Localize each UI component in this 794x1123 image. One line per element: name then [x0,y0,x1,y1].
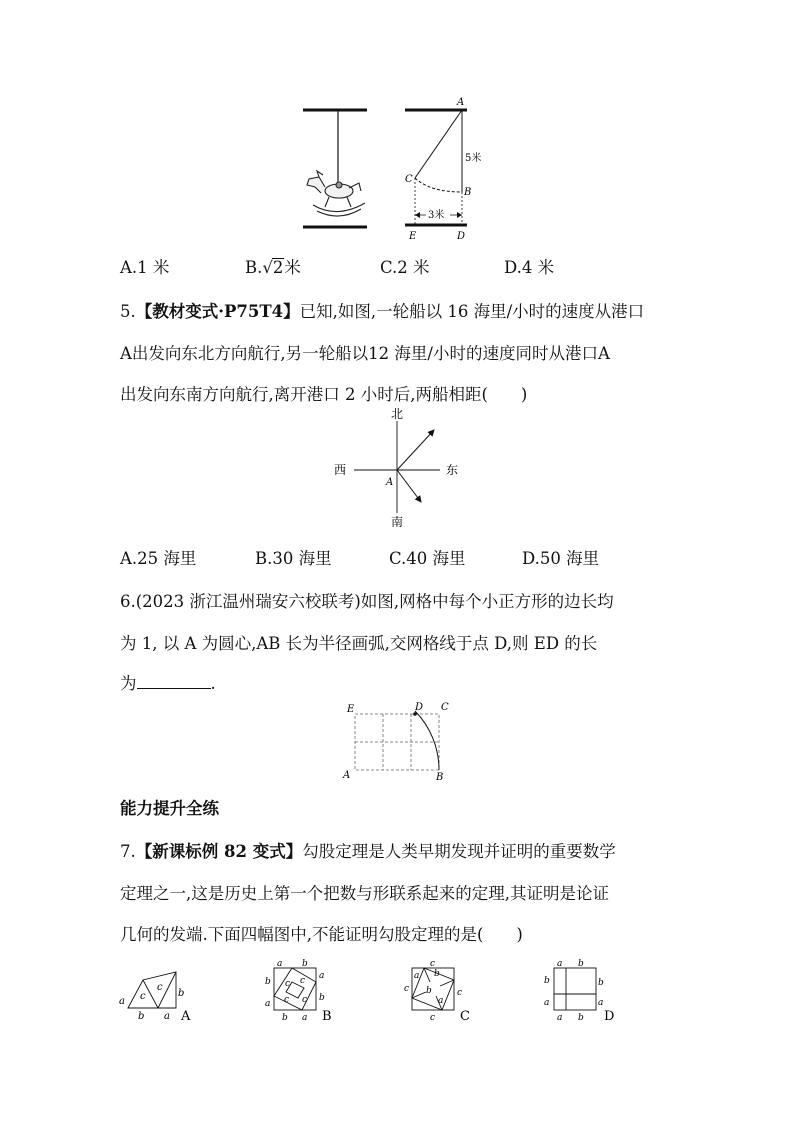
label-D: D [457,231,466,242]
side-a: a [557,1013,563,1023]
label-C: C [441,702,449,713]
sqrt-radicand: 2 [272,258,284,277]
q7-tag: 【新课标例 82 变式】 [135,842,303,861]
side-a: a [265,999,271,1009]
section-title: 能力提升全练 [120,799,219,818]
label-C: C [405,174,413,185]
label-5m: 5米 [465,153,482,164]
side-c: c [300,976,306,986]
figure-label-b: B [322,1009,332,1024]
label-east: 东 [446,463,459,477]
side-a: a [438,996,444,1006]
side-b: b [578,959,584,969]
side-a: a [164,1011,170,1022]
side-a: a [319,971,325,981]
side-b: b [598,978,604,988]
label-A: A [343,770,351,781]
q5-option-d[interactable]: D.50 海里 [522,549,600,568]
side-b: b [138,1011,145,1022]
segment-AC [415,110,462,178]
side-c: c [430,959,436,969]
label-north: 北 [391,407,404,421]
q7-figure-c[interactable] [402,958,478,1024]
side-c: c [430,1013,436,1023]
side-b: b [434,969,440,979]
label-west: 西 [334,463,347,477]
q4-option-d[interactable]: D.4 米 [504,258,555,277]
side-c: c [404,984,410,994]
q4-figure [295,95,482,245]
figure-label-d: D [604,1009,615,1024]
side-b: b [265,977,271,987]
side-a: a [302,1013,308,1023]
q5-tag: 【教材变式·P75T4】 [135,302,300,321]
q7-line-2: 定理之一,这是历史上第一个把数与形联系起来的定理,其证明是论证 [120,884,609,903]
side-a: a [544,998,550,1008]
q5-line-1: 5.【教材变式·P75T4】已知,如图,一轮船以 16 海里/小时的速度从港口 [120,302,645,321]
sqrt-sign: √ [262,258,273,277]
q5-number: 5. [120,302,136,321]
label-E: E [409,231,417,242]
side-b: b [426,986,432,996]
label-E: E [347,704,355,715]
q7-line-3: 几何的发端.下面四幅图中,不能证明勾股定理的是( ) [120,925,523,944]
side-c: c [302,995,308,1005]
side-c: c [140,991,146,1002]
side-a: a [598,998,604,1008]
q7-line-1: 7.【新课标例 82 变式】勾股定理是人类早期发现并证明的重要数学 [120,842,616,861]
figure-label-a: A [181,1009,191,1024]
q5-option-c[interactable]: C.40 海里 [389,549,466,568]
q4-option-a[interactable]: A.1 米 [120,258,170,277]
label-D: D [415,702,424,713]
side-b: b [302,959,308,969]
side-b: b [319,993,325,1003]
side-c: c [284,995,290,1005]
q7-figure-b[interactable] [262,958,344,1024]
q4-option-c[interactable]: C.2 米 [380,258,430,277]
q5-option-a[interactable]: A.25 海里 [120,549,197,568]
side-c: c [457,988,463,998]
q7-figure-a[interactable] [118,968,198,1024]
side-a: a [119,996,125,1007]
side-a: a [277,959,283,969]
label-A: A [457,97,465,108]
q7-figure-d[interactable] [538,958,618,1024]
rocking-horse-icon [307,171,365,216]
label-B: B [464,187,472,198]
arrow-southeast [397,470,421,502]
q6-grid-figure [340,698,455,782]
figure-label-c: C [460,1009,470,1024]
side-b: b [282,1013,288,1023]
q5-option-b[interactable]: B.30 海里 [255,549,332,568]
q6-answer-blank[interactable] [137,674,211,689]
grid [355,714,439,770]
side-a: a [557,959,563,969]
q6-line-1: 6.(2023 浙江温州瑞安六校联考)如图,网格中每个小正方形的边长均 [120,592,614,611]
q5-line-3: 出发向东南方向航行,离开港口 2 小时后,两船相距( ) [120,385,528,404]
arc-BD [415,711,439,770]
q6-line-2: 为 1, 以 A 为圆心,AB 长为半径画弧,交网格线于点 D,则 ED 的长 [120,634,598,653]
q6-line-3: 为 . [120,674,216,693]
q5-compass-figure [330,405,470,530]
q7-number: 7. [120,842,136,861]
arrow-northeast [397,430,434,470]
side-a: a [414,971,420,981]
side-b: b [578,1013,584,1023]
label-south: 南 [391,515,404,529]
side-c: c [157,982,163,993]
arc-CB [415,178,462,192]
side-c: c [285,979,291,989]
label-3m: 3米 [428,210,445,221]
label-B: B [436,772,444,783]
q5-line-2: A出发向东北方向航行,另一轮船以12 海里/小时的速度同时从港口A [120,344,610,363]
q4-option-b[interactable]: B.√2米 [245,258,301,277]
side-b: b [544,976,550,986]
side-b: b [178,988,185,999]
label-A: A [386,477,394,488]
